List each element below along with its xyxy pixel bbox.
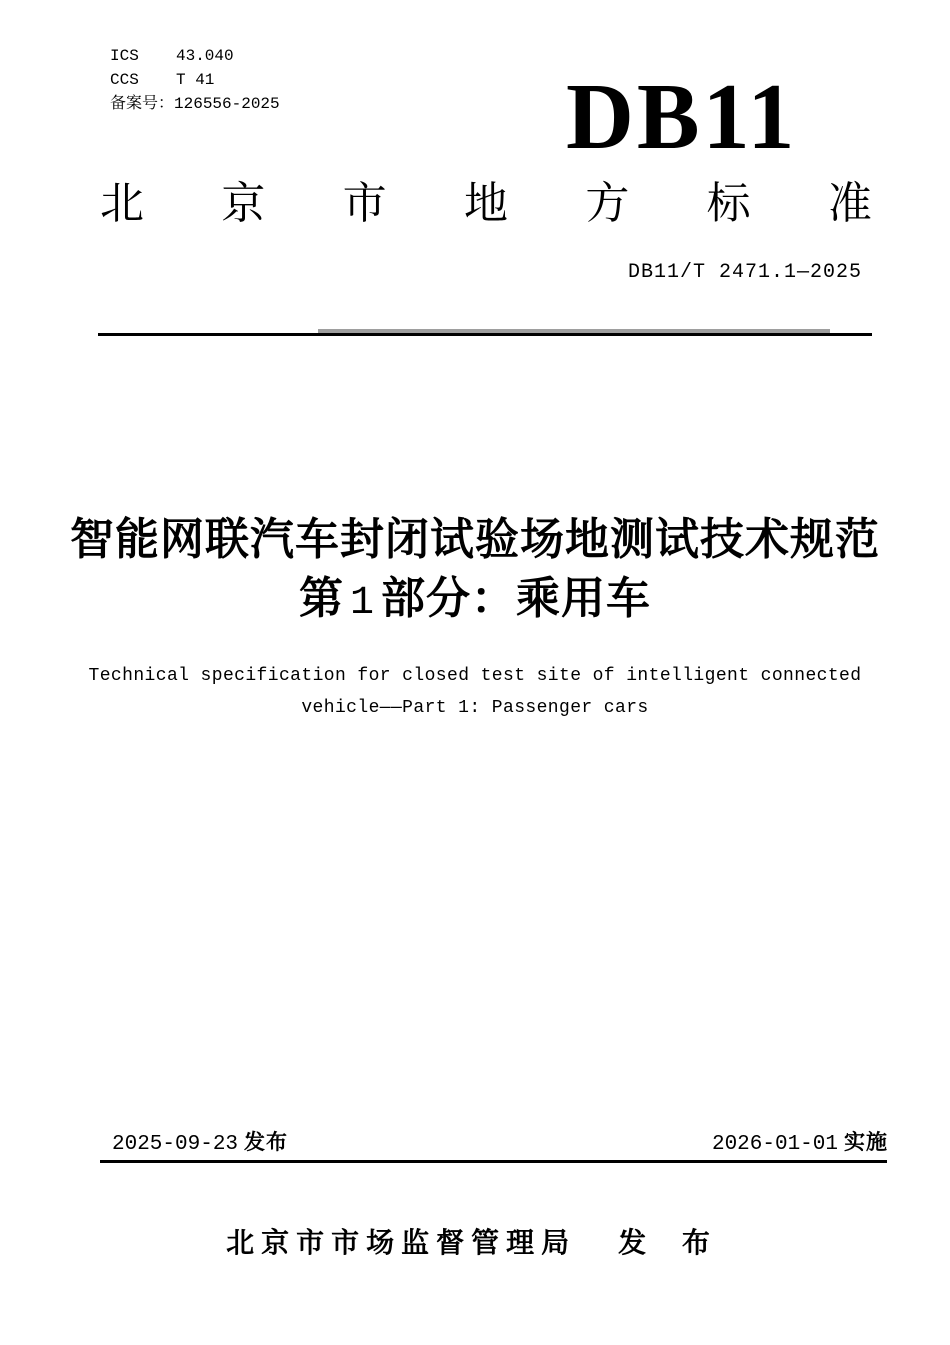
document-title-line2: [0, 569, 950, 633]
issue-date: 2025-09-23: [112, 1133, 239, 1156]
record-number-label: 备案号：: [110, 95, 175, 112]
record-number-value: 126556-2025: [174, 95, 280, 113]
document-title-english-line2: vehicle——Part 1: Passenger cars: [301, 698, 649, 718]
standard-type-title: [100, 181, 872, 227]
header-divider-black: [98, 333, 872, 336]
part-number: 1: [349, 581, 375, 626]
document-title-line1: 智能网联汽车封闭试验场地测试技术规范: [70, 515, 880, 564]
ccs-row: [110, 68, 280, 92]
implement-label: 实施: [844, 1131, 888, 1154]
document-title: [0, 510, 950, 633]
ccs-value: T 41: [176, 71, 215, 89]
publisher-name: 北京市市场监督管理局: [226, 1227, 577, 1258]
ics-label: ICS: [110, 47, 139, 65]
standard-type-char: 准: [827, 179, 872, 228]
document-title-english: [0, 660, 950, 724]
standard-type-char: 地: [463, 179, 508, 228]
ccs-label: CCS: [110, 71, 139, 89]
standard-type-char: 标: [706, 179, 751, 228]
standard-type-char: 北: [100, 179, 144, 228]
part-prefix: 第: [298, 574, 344, 623]
document-title-english-line1: Technical specification for closed test site of intelligent connected: [88, 666, 862, 686]
dates-row: [112, 1129, 888, 1159]
implement-date-group: [712, 1129, 888, 1159]
publish-action-label: 发 布: [618, 1227, 724, 1258]
implement-date: 2026-01-01: [711, 1133, 838, 1156]
standard-type-char: 京: [221, 179, 266, 228]
issue-label: 发布: [244, 1131, 289, 1154]
standard-type-char: 市: [342, 179, 387, 228]
part-suffix: 部分：乘用车: [381, 574, 651, 623]
footer-divider: [100, 1160, 887, 1163]
ics-value: 43.040: [176, 47, 234, 65]
publisher-line: [0, 1224, 950, 1262]
standard-type-char: 方: [585, 179, 630, 228]
meta-block: [110, 44, 280, 116]
issue-date-group: [112, 1129, 288, 1159]
record-number-row: [110, 92, 280, 116]
db11-logo: DB11: [566, 65, 798, 169]
ics-row: [110, 44, 280, 68]
standard-number: DB11/T 2471.1—2025: [627, 261, 862, 284]
